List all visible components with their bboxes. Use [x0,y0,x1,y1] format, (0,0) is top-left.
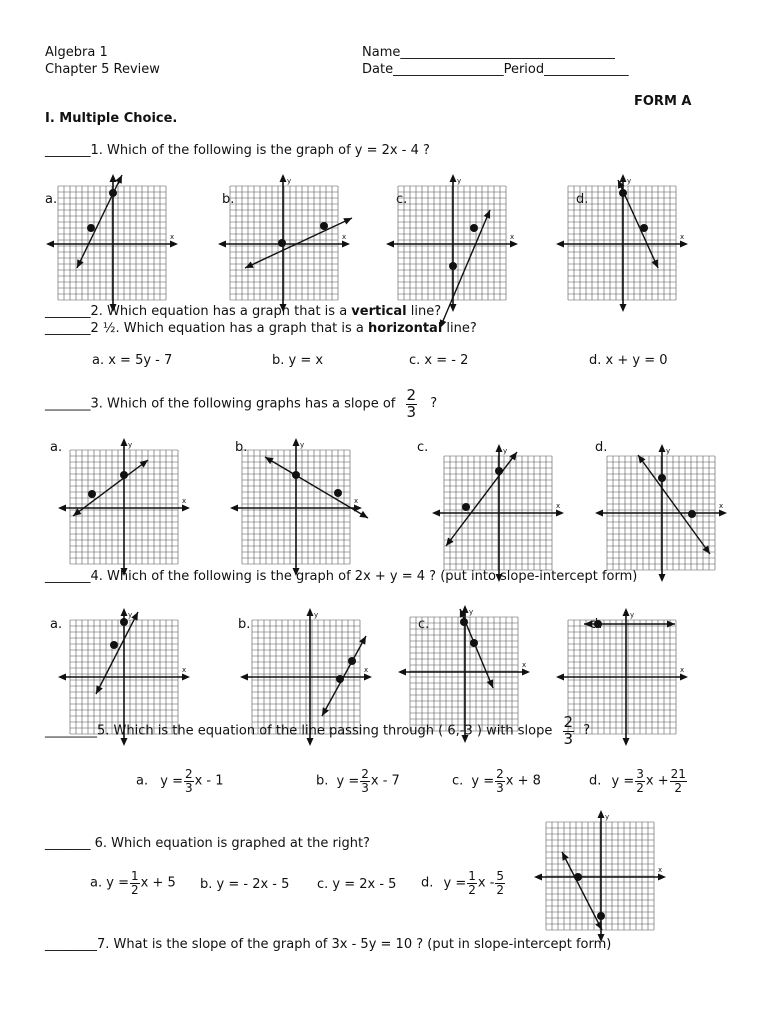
x-axis-arrow [230,505,238,512]
fraction-numerator: 3 [636,767,644,781]
fraction-denominator: 2 [468,882,476,897]
fraction-numerator: 2 [406,386,417,404]
y-axis-arrow [307,608,314,616]
x-axis-arrow [46,241,54,248]
x-axis-label: x [354,497,359,505]
answer-blank[interactable]: ________ [45,723,97,739]
option-fraction-2 [495,870,505,896]
slope-fraction [563,715,575,748]
fraction-denominator: 3 [184,780,193,795]
x-axis-arrow [510,241,518,248]
x-axis-label: x [182,666,187,674]
plotted-point [495,467,503,475]
x-axis-arrow [58,674,66,681]
x-axis-arrow [240,674,248,681]
graph-q1-d [554,172,690,314]
y-axis-arrow [659,444,666,452]
q1-label-c: c. [396,192,408,207]
y-axis-label: y [128,441,133,449]
option-label: c. [452,773,464,789]
question-7 [45,937,611,953]
y-axis-label: y [666,447,671,455]
x-axis-label: x [510,233,515,241]
line-arrow [139,460,148,468]
q5-option-d [589,768,688,794]
fraction-numerator: 2 [496,767,504,781]
plotted-point [574,873,582,881]
option-label: d. [421,875,434,891]
y-axis-arrow [450,174,457,182]
option-label: a. [136,773,149,789]
q1-label-d: d. [576,192,589,207]
y-axis-label: y [128,611,133,619]
y-axis-arrow [121,438,128,446]
answer-blank[interactable]: ________ [45,937,97,952]
q5-option-c [452,768,541,794]
question-4 [45,569,637,585]
grid [410,617,518,731]
q6-option-d [421,870,506,896]
plotted-point [462,503,470,511]
option-rhs: x - 7 [370,773,400,789]
q5-option-a [136,768,224,794]
q6-option-b: b. y = - 2x - 5 [200,877,290,892]
question-2-half [45,321,477,337]
fraction-numerator: 21 [670,767,686,781]
q4-label-b: b. [238,617,251,632]
option-lhs: y = [443,875,467,891]
option-fraction [130,870,140,896]
line-arrow [667,621,675,628]
question-3 [45,388,437,421]
emphasis: horizontal [368,321,443,336]
x-axis-arrow [658,874,666,881]
graph-line [446,452,517,546]
y-axis-arrow [450,304,457,312]
option-rhs: x + 8 [505,773,541,789]
x-axis-arrow [182,505,190,512]
graph-q1-a [44,172,180,314]
option-label: b. [316,773,329,789]
line-arrow [265,457,274,464]
x-axis-arrow [719,510,727,517]
plotted-point [292,471,300,479]
plotted-point [348,657,356,665]
q4-label-c: c. [418,617,430,632]
y-axis-arrow [623,738,630,746]
grid [58,186,166,300]
y-axis-arrow [110,174,117,182]
q1-label-b: b. [222,192,235,207]
section-title: I. Multiple Choice. [45,111,178,126]
fraction-denominator: 3 [496,780,504,795]
fraction-denominator: 2 [130,882,139,897]
q5-option-b [316,768,400,794]
question-end: ? [430,396,438,412]
option-lhs: y = [471,773,495,789]
graph-q1-b [216,172,352,314]
q6-option-a [90,870,176,896]
answer-blank[interactable]: _______ [45,836,91,851]
x-axis-arrow [218,241,226,248]
graph-q6 [532,808,668,944]
question-6 [45,836,370,852]
q3-label-a: a. [50,440,63,455]
line-arrow [359,511,368,518]
x-axis-arrow [398,669,406,676]
option-label: d. [589,773,602,789]
plotted-point [87,224,95,232]
question-text: 6. Which equation is graphed at the right? [94,836,370,851]
x-axis-label: x [680,233,685,241]
fraction-numerator: 2 [361,767,369,781]
question-text-end: line? [406,304,442,319]
plotted-point [120,618,128,626]
fraction-denominator: 2 [496,882,505,897]
graph-line [96,612,138,694]
x-axis-label: x [658,866,663,874]
option-fraction-2 [670,768,687,794]
q6-option-c: c. y = 2x - 5 [317,877,397,892]
question-text: 4. Which of the following is the graph of 2x + y = 4 ? (put into slope-intercept form) [90,569,638,584]
graph-line [245,218,352,268]
plotted-point [120,471,128,479]
fraction-numerator: 2 [563,713,574,731]
option-label: a. [90,875,103,891]
answer-blank[interactable]: _______ [45,569,91,584]
option-fraction [495,768,505,794]
answer-blank[interactable]: _______ [45,321,91,336]
option-mid: x + [645,773,669,789]
answer-blank[interactable]: _______ [45,304,91,319]
answer-blank[interactable]: _______ [45,143,91,158]
q2-option-d: d. x + y = 0 [589,353,668,368]
question-text: 7. What is the slope of the graph of 3x - 5y = 10 ? (put in slope-intercept form) [97,937,612,952]
q2-option-c: c. x = - 2 [409,353,469,368]
x-axis-arrow [556,674,564,681]
x-axis-label: x [680,666,685,674]
grid [398,186,506,300]
q2-option-a: a. x = 5y - 7 [92,353,173,368]
y-axis-arrow [659,574,666,582]
fraction-denominator: 2 [636,780,644,795]
q1-label-a: a. [45,192,58,207]
y-axis-arrow [496,444,503,452]
graph-q3-d [593,442,729,584]
plotted-point [449,262,457,270]
plotted-point [470,639,478,647]
q4-label-a: a. [50,617,63,632]
form-label: FORM A [634,94,692,109]
x-axis-arrow [432,510,440,517]
q3-label-d: d. [595,440,608,455]
emphasis: vertical [351,304,407,319]
y-axis-label: y [605,813,610,821]
x-axis-label: x [170,233,175,241]
question-text-end: line? [442,321,477,336]
q2-option-b: b. y = x [272,353,324,368]
q3-label-c: c. [417,440,429,455]
question-1 [45,143,430,159]
plotted-point [658,474,666,482]
graph-line [265,457,368,518]
x-axis-arrow [556,241,564,248]
plotted-point [88,490,96,498]
graph-q3-b [228,436,364,578]
y-axis-arrow [293,438,300,446]
y-axis-label: y [469,608,474,616]
plotted-point [460,618,468,626]
x-axis-arrow [182,674,190,681]
plotted-point [470,224,478,232]
y-axis-arrow [598,810,605,818]
x-axis-label: x [522,661,527,669]
graph-line [77,175,122,268]
x-axis-label: x [556,502,561,510]
question-text: 2. Which equation has a graph that is a [90,304,352,319]
x-axis-label: x [364,666,369,674]
question-2 [45,304,441,320]
option-fraction [635,768,645,794]
graph-q1-c [384,172,520,314]
option-mid: x - [477,875,495,891]
graph-q3-c [430,442,566,584]
plotted-point [320,222,328,230]
x-axis-arrow [386,241,394,248]
plotted-point [334,489,342,497]
option-rhs: x - 1 [194,773,224,789]
x-axis-arrow [595,510,603,517]
x-axis-arrow [556,510,564,517]
option-fraction [360,768,370,794]
option-fraction [467,870,477,896]
fraction-numerator: 1 [468,869,476,883]
date-period-field[interactable]: Date_________________Period_____________ [362,62,629,77]
plotted-point [597,912,605,920]
y-axis-arrow [620,174,627,182]
option-lhs: y = [336,773,360,789]
course-title: Algebra 1 [45,45,108,60]
plotted-point [109,189,117,197]
plotted-point [336,675,344,683]
line-arrow [73,508,82,516]
y-axis-label: y [300,441,305,449]
chapter-title: Chapter 5 Review [45,62,160,77]
y-axis-label: y [627,177,632,185]
graph-q3-a [56,436,192,578]
question-text: 1. Which of the following is the graph of y = 2x - 4 ? [90,143,430,158]
line-arrow [584,621,592,628]
plotted-point [110,641,118,649]
option-lhs: y = [160,773,183,789]
grid [568,186,676,300]
x-axis-arrow [342,241,350,248]
option-lhs: y = [106,875,129,891]
plotted-point [688,510,696,518]
x-axis-arrow [58,505,66,512]
y-axis-label: y [287,177,292,185]
x-axis-arrow [680,241,688,248]
plotted-point [619,189,627,197]
y-axis-arrow [620,304,627,312]
plotted-point [640,224,648,232]
slope-fraction [406,388,418,421]
x-axis-label: x [182,497,187,505]
x-axis-arrow [534,874,542,881]
question-end: ? [583,723,591,739]
option-fraction [184,768,194,794]
plotted-point [278,239,286,247]
fraction-numerator: 5 [496,869,505,883]
x-axis-label: x [719,502,724,510]
answer-blank[interactable]: _______ [45,396,91,412]
x-axis-arrow [364,674,372,681]
name-field[interactable]: Name_________________________________ [362,45,615,60]
y-axis-label: y [314,611,319,619]
option-rhs: x + 5 [140,875,176,891]
y-axis-label: y [630,611,635,619]
y-axis-arrow [623,608,630,616]
question-text: 5. Which is the equation of the line passing through ( 6,-3 ) with slope [97,723,553,739]
x-axis-arrow [680,674,688,681]
fraction-numerator: 1 [130,869,139,883]
plotted-point [594,620,602,628]
fraction-denominator: 3 [406,402,417,421]
y-axis-label: y [503,447,508,455]
x-axis-arrow [522,669,530,676]
y-axis-arrow [280,174,287,182]
q3-label-b: b. [235,440,248,455]
x-axis-label: x [342,233,347,241]
fraction-denominator: 3 [563,729,574,748]
option-lhs: y = [611,773,635,789]
fraction-denominator: 3 [361,780,369,795]
y-axis-arrow [121,608,128,616]
y-axis-label: y [457,177,462,185]
fraction-numerator: 2 [184,767,193,781]
fraction-denominator: 2 [674,780,683,795]
question-5 [45,715,590,748]
question-text: 3. Which of the following graphs has a slope of [90,396,396,412]
x-axis-arrow [170,241,178,248]
question-text: 2 ½. Which equation has a graph that is a [90,321,369,336]
